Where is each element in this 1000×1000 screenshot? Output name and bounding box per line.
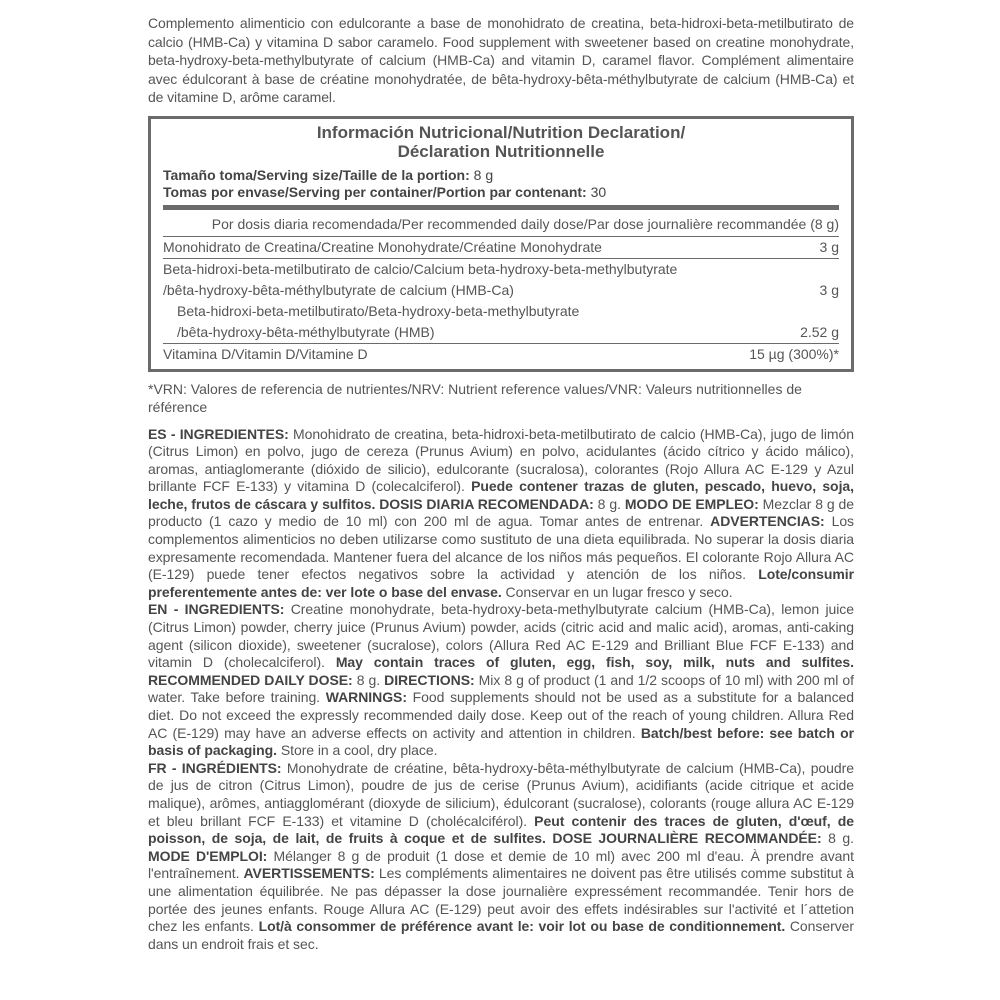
es-warnings-text: Los complementos alimenticios no deben utilizarse como sustituto de una dieta equilibrada. No superar la dosis diaria expresamente recomendada. Mantener fuera del alcance de los niños más pequeños. El colorante Rojo Allura AC (E-129) puede tener efectos negativos sobre la actividad y atención de los niños. — [148, 513, 855, 583]
nutrient-row-hmb-ca — [163, 258, 839, 301]
nutrient-amount: 3 g — [819, 238, 839, 255]
fr-mode-text: Mélanger 8 g de produit (1 dose et demie de 10 ml) avec 200 ml d'eau. À prendre avant l'entraînement. — [148, 847, 854, 882]
nutrition-panel — [148, 116, 854, 372]
nutrition-title-line2: Déclaration Nutritionnelle — [397, 141, 605, 161]
nutrient-name-line2: /bêta-hydroxy-bêta-méthylbutyrate de calcium (HMB-Ca) — [163, 281, 514, 298]
ingredients-block — [148, 426, 854, 954]
fr-dose-text: 8 g. — [821, 830, 854, 847]
es-ingredients-text: Monohidrato de creatina, beta-hidroxi-beta-metilbutirato de calcio (HMB-Ca), jugo de limón (Citrus Limon) en polvo, jugo de cereza (Prunus Avium) en polvo, acidulantes (ácido cítrico y ácido málico), aromas, antiaglomerante (dióxido de silicio), edulcorante (sucralosa), colorantes (Rojo Allura AC E-129 y Azul brillante FCF E-133) y vitamina D (colecalciferol). — [148, 425, 854, 495]
product-description: Complemento alimenticio con edulcorante a base de monohidrato de creatina, beta-hidroxi-beta-metilbutirato de calcio (HMB-Ca) y vitamina D sabor caramelo. Food supplement with sweetener based on creatine monohydrate, beta-hydroxy-beta-methylbutyrate of calcium (HMB-Ca) and vitamin D, caramel flavor. Complément alimentaire avec édulcorant à base de créatine monohydratée, de bêta-hydroxy-bêta-méthylbutyrate de calcium (HMB-Ca) et de vitamine D, arôme caramel. — [148, 15, 854, 105]
es-lot-heading: Lote/consumir preferentemente antes de: ver lote o base del envase. — [148, 566, 854, 600]
fr-ingredients-heading: FR - INGRÉDIENTS: — [148, 759, 282, 776]
en-ingredients-heading: EN - INGREDIENTS: — [148, 601, 285, 618]
nutrition-title — [163, 123, 839, 161]
en-warnings-heading: WARNINGS: — [325, 689, 407, 706]
fr-traces-heading: Peut contenir des traces de gluten, d'œuf, de poisson, de soja, de lait, de fruits à coque et de sulfites. DOSE JOURNALIÈRE RECOMMANDÉE: — [148, 812, 854, 847]
nutrient-name-line1: Beta-hidroxi-beta-metilbutirato de calcio/Calcium beta-hydroxy-beta-methylbutyrate — [163, 260, 678, 277]
en-directions-heading: DIRECTIONS: — [384, 671, 475, 688]
nutrient-row-vitamin-d — [163, 343, 839, 365]
fr-ingredients-text: Monohydrate de créatine, bêta-hydroxy-bêta-méthylbutyrate de calcium (HMB-Ca), poudre de jus de citron (Citrus Limon), poudre de jus de cerise (Prunus Avium), acidifiants (acide citrique et acide malique), arômes, antiagglomérant (dioxyde de silicium), édulcorant (sucralose), colorants (rouge allura AC E-129 et bleu brillant FCF E-133) et vitamine D (cholécalciférol). — [148, 759, 854, 829]
en-ingredients-text: Creatine monohydrate, beta-hydroxy-beta-methylbutyrate calcium (HMB-Ca), lemon juice (Citrus Limon) powder, cherry juice (Prunus Avium) powder, acids (citric acid and malic acid), aromas, anti-caking agent (silicon dioxide), sweetener (sucralose), colors (Allura Red AC E-129 and Brilliant Blue FCF E-133) and vitamin D (cholecalciferol). — [148, 601, 854, 671]
en-batch-heading: Batch/best before: see batch or basis of packaging. — [148, 724, 854, 759]
nutrient-row-creatine — [163, 236, 839, 258]
serving-size-value: 8 g — [473, 166, 494, 183]
nutrient-name: Monohidrato de Creatina/Creatine Monohydrate/Créatine Monohydrate — [163, 238, 602, 255]
serving-size-label: Tamaño toma/Serving size/Taille de la portion: — [163, 166, 470, 183]
serving-size — [163, 167, 839, 184]
es-dose-text: 8 g. — [593, 495, 625, 512]
nutrient-name: Vitamina D/Vitamin D/Vitamine D — [163, 345, 368, 362]
section-fr — [148, 760, 854, 954]
fr-warnings-heading: AVERTISSEMENTS: — [243, 865, 375, 882]
section-es — [148, 426, 854, 602]
nutrition-title-line1: Información Nutricional/Nutrition Declaration/ — [316, 122, 686, 142]
servings-label: Tomas por envase/Serving per container/Portion par contenant: — [163, 183, 587, 200]
nutrient-amount: 2.52 g — [800, 323, 839, 340]
es-mode-text: Mezclar 8 g de producto (1 cazo y medio de 10 ml) con 200 ml de agua. Tomar antes de entrenar. — [148, 495, 854, 530]
product-label — [148, 14, 854, 953]
es-ingredients-heading: ES - INGREDIENTES: — [148, 425, 289, 442]
nrv-footnote: *VRN: Valores de referencia de nutrientes/NRV: Nutrient reference values/VNR: Valeurs nutritionnelles de référence — [148, 380, 802, 415]
en-dose-text: 8 g. — [352, 671, 385, 688]
servings-value: 30 — [590, 183, 607, 200]
per-dose-header: Por dosis diaria recomendada/Per recommended daily dose/Par dose journalière recommandée (8 g) — [211, 215, 839, 232]
es-traces-heading: Puede contener trazas de gluten, pescado, huevo, soja, leche, frutos de cáscara y sulfitos. DOSIS DIARIA RECOMENDADA: — [148, 478, 854, 512]
nutrient-name-line1: Beta-hidroxi-beta-metilbutirato/Beta-hydroxy-beta-methylbutyrate — [177, 302, 580, 319]
fr-lot-heading: Lot/à consommer de préférence avant le: voir lot ou base de conditionnement. — [258, 918, 786, 935]
en-storage-text: Store in a cool, dry place. — [276, 742, 438, 759]
es-storage-text: Conservar en un lugar fresco y seco. — [501, 583, 733, 600]
nutrient-name — [177, 301, 792, 343]
nutrient-name — [163, 259, 812, 301]
fr-mode-heading: MODE D'EMPLOI: — [148, 847, 268, 864]
es-warnings-heading: ADVERTENCIAS: — [710, 513, 825, 530]
nutrient-amount: 15 µg (300%)* — [749, 345, 839, 362]
en-traces-heading: May contain traces of gluten, egg, fish, soy, milk, nuts and sulfites. RECOMMENDED DAILY DOSE: — [148, 654, 854, 688]
nutrient-row-hmb — [163, 301, 839, 343]
section-en — [148, 601, 854, 759]
es-mode-heading: MODO DE EMPLEO: — [624, 495, 759, 512]
fr-storage-text: Conserver dans un endroit frais et sec. — [148, 918, 854, 952]
en-warnings-text: Food supplements should not be used as a substitute for a balanced diet. Do not exceed the expressly recommended daily dose. Keep out of the reach of young children. Allura Red AC (E-129) may have an adverse effects on activity and attention in children. — [148, 689, 854, 741]
nutrient-name-line2: /bêta-hydroxy-bêta-méthylbutyrate (HMB) — [177, 323, 435, 340]
servings-per-container — [163, 184, 839, 201]
fr-warnings-text: Les compléments alimentaires ne doivent pas être utilisés comme substitut à une alimentation équilibrée. Ne pas dépasser la dose journalière expressément recommandée. Tenir hors de portée des jeunes enfants. Rouge Allura AC (E-129) peut avoir des effets indésirables sur l'activité et l´attetion chez les enfants. — [148, 865, 854, 935]
en-directions-text: Mix 8 g of product (1 and 1/2 scoops of 10 ml) with 200 ml of water. Take before training. — [148, 671, 854, 706]
nutrient-amount: 3 g — [819, 281, 839, 298]
